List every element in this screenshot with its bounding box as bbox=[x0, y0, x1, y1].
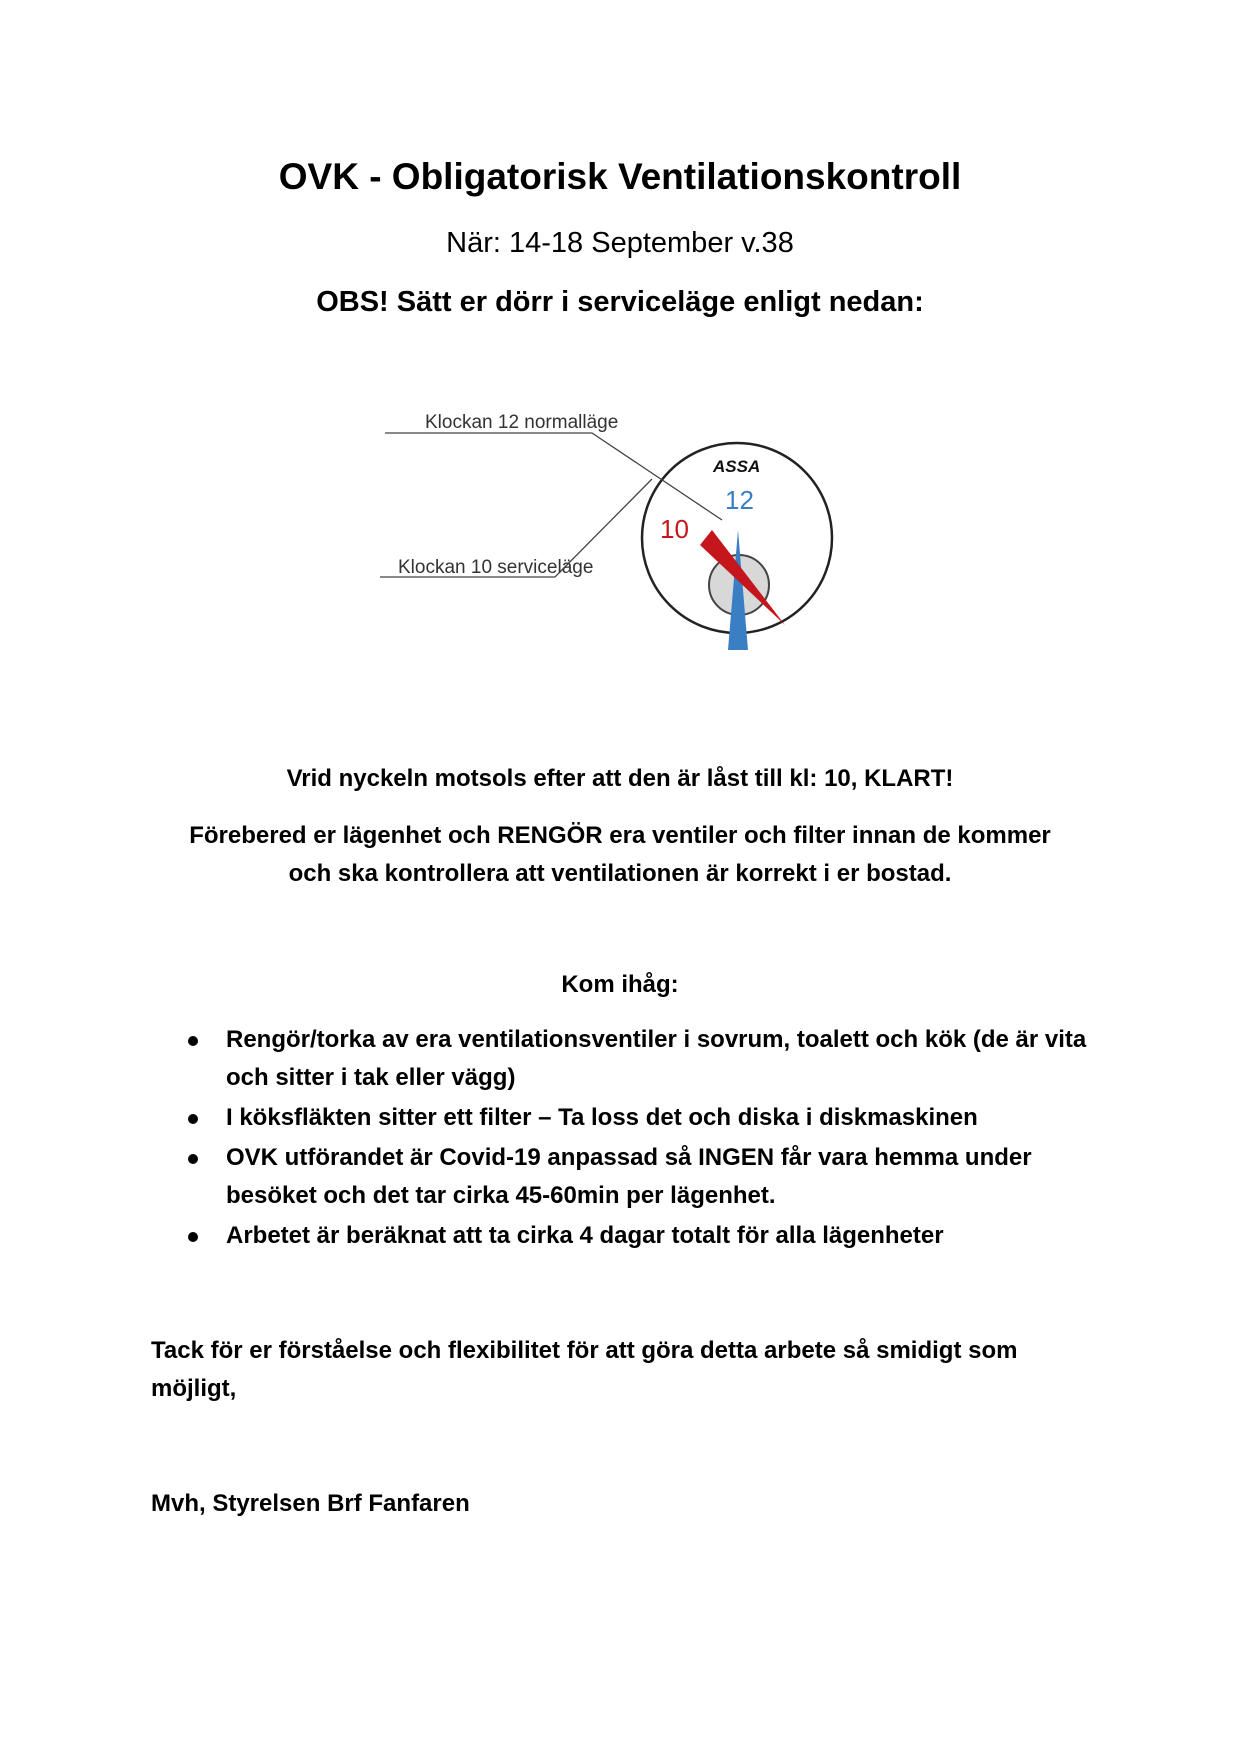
list-item-text: I köksfläkten sitter ett filter – Ta loss det och diska i diskmaskinen bbox=[226, 1104, 978, 1131]
list-item-text: Rengör/torka av era ventilationsventiler i sovrum, toalett och kök (de är vita och sitter i tak eller vägg) bbox=[226, 1026, 1087, 1091]
date-line: När: 14-18 September v.38 bbox=[446, 227, 794, 259]
lock-diagram-svg bbox=[380, 395, 860, 665]
page-title: OVK - Obligatorisk Ventilationskontroll bbox=[278, 156, 962, 197]
label-service: Klockan 10 serviceläge bbox=[398, 557, 594, 578]
label-normal: Klockan 12 normalläge bbox=[425, 412, 619, 433]
instruction-prepare-line-1: Förebered er lägenhet och RENGÖR era ventiler och filter innan de kommer bbox=[189, 822, 1051, 849]
bullet-icon bbox=[188, 1036, 198, 1046]
list-item-text: Arbetet är beräknat att ta cirka 4 dagar totalt för alla lägenheter bbox=[226, 1222, 944, 1249]
bullet-icon bbox=[188, 1114, 198, 1124]
lock-cylinder-diagram bbox=[380, 395, 860, 665]
number-12: 12 bbox=[725, 485, 754, 515]
instruction-turn-key: Vrid nyckeln motsols efter att den är låst till kl: 10, KLART! bbox=[286, 765, 954, 792]
list-item bbox=[226, 1099, 1096, 1137]
instruction-prepare-line-2: och ska kontrollera att ventilationen är korrekt i er bostad. bbox=[288, 860, 952, 887]
remember-heading: Kom ihåg: bbox=[561, 971, 679, 998]
obs-notice: OBS! Sätt er dörr i serviceläge enligt nedan: bbox=[316, 286, 924, 318]
list-item-text: OVK utförandet är Covid-19 anpassad så INGEN får vara hemma under besöket och det tar cirka 45-60min per lägenhet. bbox=[226, 1144, 1032, 1209]
bullet-icon bbox=[188, 1154, 198, 1164]
list-item bbox=[226, 1021, 1096, 1097]
assa-logo: ASSA bbox=[713, 457, 761, 476]
number-10: 10 bbox=[660, 514, 689, 544]
thanks-paragraph: Tack för er förståelse och flexibilitet för att göra detta arbete så smidigt som möjligt, bbox=[151, 1337, 1018, 1402]
list-item bbox=[226, 1217, 1096, 1255]
bullet-icon bbox=[188, 1232, 198, 1242]
signature: Mvh, Styrelsen Brf Fanfaren bbox=[151, 1490, 470, 1517]
list-item bbox=[226, 1139, 1096, 1215]
remember-list bbox=[226, 1021, 1096, 1257]
